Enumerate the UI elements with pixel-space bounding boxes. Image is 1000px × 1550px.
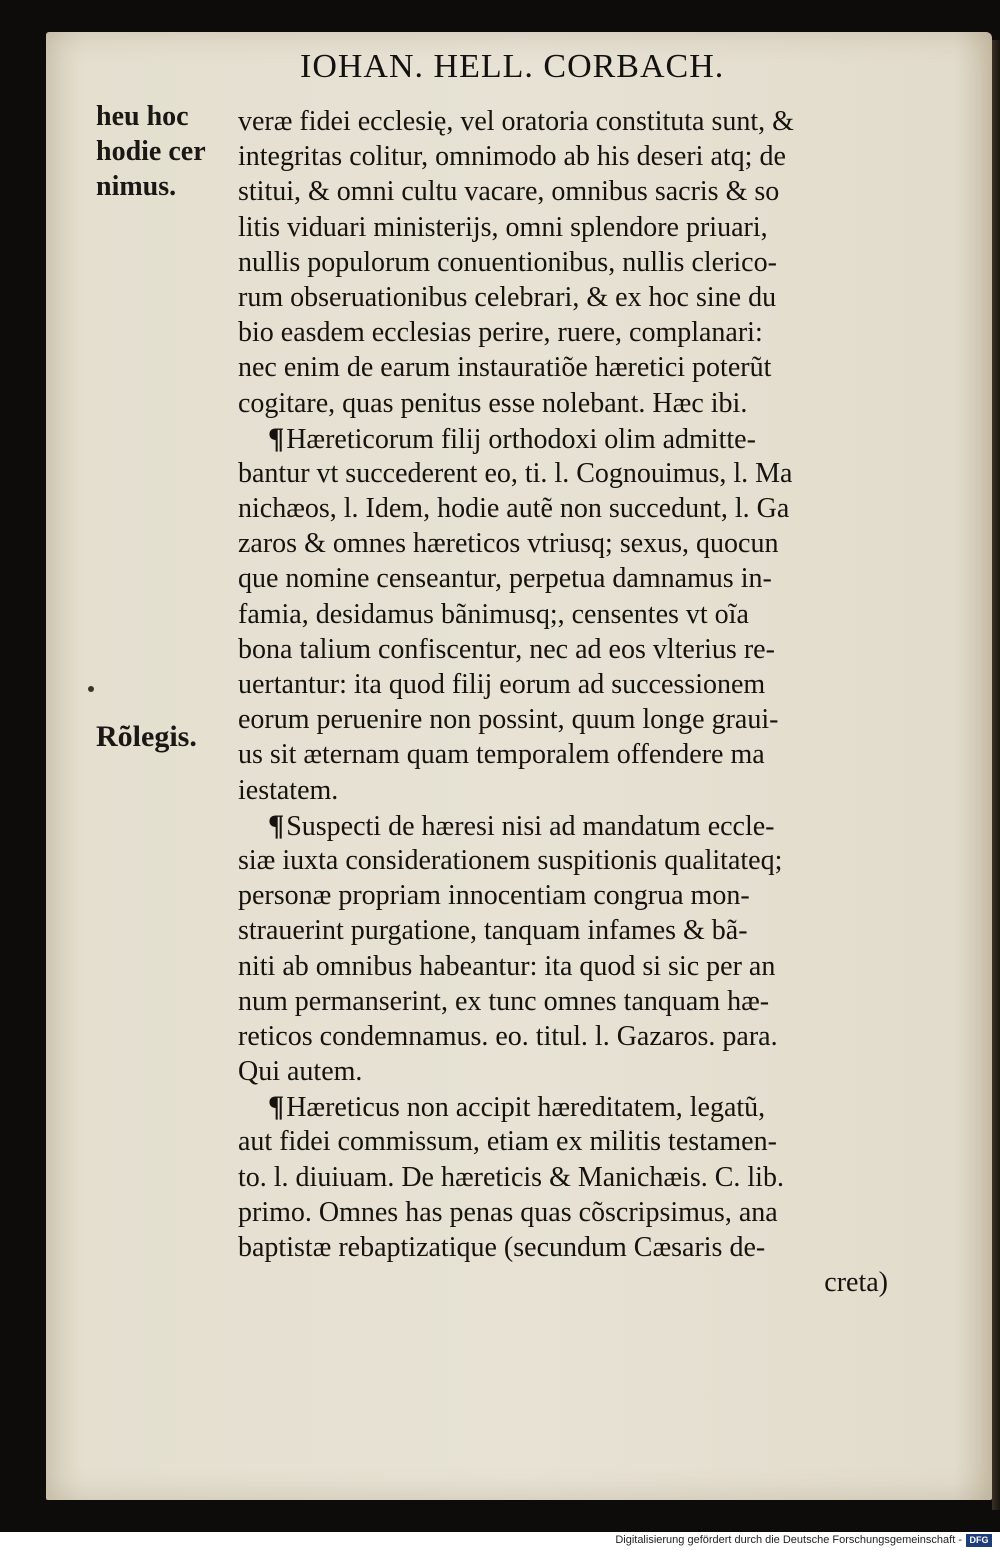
text-line: us sit æternam quam temporalem offendere ma [238,739,765,771]
margin-note-line: nimus. [96,171,177,203]
paragraph-start-line [238,1089,888,1124]
text-line: reticos condemnamus. eo. titul. l. Gazaros. para. [238,1020,778,1052]
pilcrow-icon: ¶ [268,421,285,455]
text-line: famia, desidamus bãnimusq;, censentes vt oĩa [238,598,749,630]
text-line: Hæreticus non accipit hæreditatem, legatũ, [286,1092,766,1124]
margin-note-line: hodie cer [96,136,206,168]
running-head: IOHAN. HELL. CORBACH. [300,48,725,85]
margin-note-rom-legis: Rõlegis. [96,720,197,753]
text-line: que nomine censeantur, perpetua damnamus in- [238,563,772,595]
margin-note-heu-hoc [96,100,206,206]
footer-credit: Digitalisierung gefördert durch die Deutsche Forschungsgemeinschaft - [615,1534,962,1546]
text-line: personæ propriam innocentiam congrua mon- [238,880,750,912]
text-line: bantur vt succederent eo, ti. l. Cognouimus, l. Ma [238,457,793,489]
pilcrow-icon: ¶ [268,1090,285,1124]
text-line: nullis populorum conuentionibus, nullis clerico- [238,246,777,278]
text-line: strauerint purgatione, tanquam infames & bã- [238,915,748,947]
text-line: niti ab omnibus habeantur: ita quod si sic per an [238,950,776,982]
body-text [238,104,888,1300]
paragraph-start-line [238,421,888,456]
ink-speck [88,686,94,692]
text-line: integritas colitur, omnimodo ab his deseri atq; de [238,141,786,173]
text-line: stitui, & omni cultu vacare, omnibus sacris & so [238,176,780,208]
text-line: zaros & omnes hæreticos vtriusq; sexus, quocun [238,528,779,560]
text-line: litis viduari ministerijs, omni splendore priuari, [238,211,768,243]
text-line: veræ fidei ecclesię, vel oratoria constituta sunt, & [238,106,794,137]
dfg-logo-icon[interactable]: DFG [966,1534,992,1547]
text-line: bona talium confiscentur, nec ad eos vlterius re- [238,633,775,665]
text-line: uertantur: ita quod filij eorum ad successionem [238,669,766,700]
book-edge [992,40,1000,1510]
text-line: rum obseruationibus celebrari, & ex hoc sine du [238,281,777,313]
footer-bar [0,1532,1000,1550]
text-line: cogitare, quas penitus esse nolebant. Hæc ibi. [238,387,748,419]
text-line: Hæreticorum filij orthodoxi olim admitte- [286,423,756,455]
text-line: iestatem. [238,774,339,806]
text-line: Qui autem. [238,1056,363,1088]
text-line: aut fidei commissum, etiam ex militis testamen- [238,1126,777,1158]
text-line: to. l. diuiuam. De hæreticis & Manichæis. C. lib. [238,1161,784,1193]
text-line: siæ iuxta considerationem suspitionis qualitateq; [238,844,783,876]
text-line: num permanserint, ex tunc omnes tanquam hæ- [238,985,770,1017]
paragraph-start-line [238,808,888,843]
text-line: primo. Omnes has penas quas cõscripsimus, ana [238,1196,778,1228]
catchword: creta) [824,1267,888,1299]
margin-note-line: heu hoc [96,101,189,132]
pilcrow-icon: ¶ [268,808,285,842]
text-line: nichæos, l. Idem, hodie autẽ non succedunt, l. Ga [238,493,790,525]
text-line: eorum peruenire non possint, quum longe graui- [238,704,779,736]
text-line: Suspecti de hæresi nisi ad mandatum eccle- [286,810,775,842]
text-line: bio easdem ecclesias perire, ruere, complanari: [238,317,763,349]
text-line: nec enim de earum instauratiõe hæretici poterũt [238,352,772,384]
text-line: baptistæ rebaptizatique (secundum Cæsaris de- [238,1232,766,1263]
